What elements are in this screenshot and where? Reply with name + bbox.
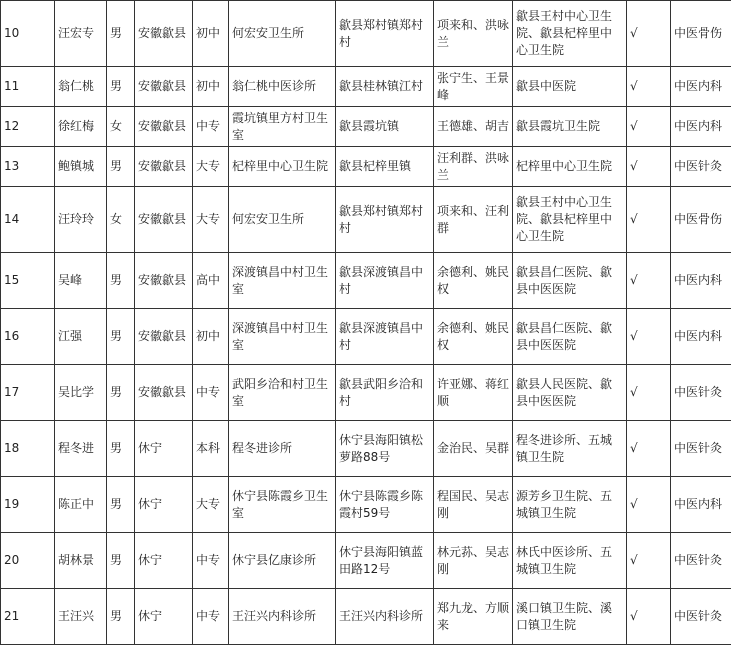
table-row	[1, 1, 731, 67]
cell-training-units: 歙县霞坑卫生院	[513, 107, 627, 147]
cell-training-units: 歙县人民医院、歙县中医医院	[513, 365, 627, 421]
cell-sex: 男	[107, 533, 135, 589]
cell-address: 歙县桂林镇江村	[336, 67, 434, 107]
table-row	[1, 67, 731, 107]
cell-address: 休宁县海阳镇蓝田路12号	[336, 533, 434, 589]
cell-education: 中专	[193, 533, 229, 589]
cell-name: 鲍镇城	[55, 147, 107, 187]
cell-check-mark: √	[627, 421, 671, 477]
cell-education: 高中	[193, 253, 229, 309]
cell-major: 中医针灸	[671, 533, 731, 589]
cell-check-mark: √	[627, 533, 671, 589]
cell-major: 中医内科	[671, 309, 731, 365]
cell-work-unit: 翁仁桃中医诊所	[229, 67, 336, 107]
table-row	[1, 533, 731, 589]
cell-number: 10	[1, 1, 55, 67]
table-row	[1, 253, 731, 309]
cell-name: 王汪兴	[55, 589, 107, 645]
cell-sex: 男	[107, 477, 135, 533]
cell-number: 14	[1, 187, 55, 253]
cell-number: 20	[1, 533, 55, 589]
cell-number: 15	[1, 253, 55, 309]
cell-sex: 男	[107, 421, 135, 477]
cell-number: 19	[1, 477, 55, 533]
cell-training-units: 歙县王村中心卫生院、歙县杞梓里中心卫生院	[513, 187, 627, 253]
cell-address: 休宁县海阳镇松萝路88号	[336, 421, 434, 477]
cell-place: 休宁	[135, 533, 193, 589]
cell-sex: 男	[107, 67, 135, 107]
cell-name: 翁仁桃	[55, 67, 107, 107]
cell-teachers: 汪利群、洪咏兰	[434, 147, 513, 187]
cell-number: 12	[1, 107, 55, 147]
cell-place: 休宁	[135, 421, 193, 477]
cell-teachers: 林元荪、吴志刚	[434, 533, 513, 589]
cell-teachers: 郑九龙、方顺来	[434, 589, 513, 645]
cell-place: 安徽歙县	[135, 107, 193, 147]
cell-teachers: 王德雄、胡吉	[434, 107, 513, 147]
table-row	[1, 147, 731, 187]
cell-place: 休宁	[135, 589, 193, 645]
cell-education: 本科	[193, 421, 229, 477]
table-body	[1, 1, 731, 645]
cell-teachers: 余德利、姚民权	[434, 253, 513, 309]
cell-work-unit: 武阳乡洽和村卫生室	[229, 365, 336, 421]
cell-education: 初中	[193, 1, 229, 67]
cell-education: 初中	[193, 309, 229, 365]
cell-work-unit: 何宏安卫生所	[229, 187, 336, 253]
cell-check-mark: √	[627, 589, 671, 645]
cell-name: 胡林景	[55, 533, 107, 589]
cell-name: 汪玲玲	[55, 187, 107, 253]
cell-name: 吴比学	[55, 365, 107, 421]
cell-number: 11	[1, 67, 55, 107]
cell-training-units: 杞梓里中心卫生院	[513, 147, 627, 187]
cell-education: 中专	[193, 589, 229, 645]
cell-address: 歙县霞坑镇	[336, 107, 434, 147]
cell-major: 中医内科	[671, 477, 731, 533]
cell-major: 中医针灸	[671, 589, 731, 645]
cell-check-mark: √	[627, 147, 671, 187]
cell-name: 陈正中	[55, 477, 107, 533]
cell-major: 中医针灸	[671, 365, 731, 421]
cell-number: 16	[1, 309, 55, 365]
cell-name: 程冬进	[55, 421, 107, 477]
cell-address: 歙县深渡镇昌中村	[336, 253, 434, 309]
cell-name: 汪宏专	[55, 1, 107, 67]
cell-training-units: 溪口镇卫生院、溪口镇卫生院	[513, 589, 627, 645]
cell-place: 安徽歙县	[135, 187, 193, 253]
cell-training-units: 歙县中医院	[513, 67, 627, 107]
cell-work-unit: 杞梓里中心卫生院	[229, 147, 336, 187]
cell-work-unit: 深渡镇昌中村卫生室	[229, 253, 336, 309]
cell-major: 中医内科	[671, 253, 731, 309]
cell-training-units: 林氏中医诊所、五城镇卫生院	[513, 533, 627, 589]
cell-major: 中医针灸	[671, 147, 731, 187]
cell-teachers: 金治民、吴群	[434, 421, 513, 477]
cell-education: 大专	[193, 187, 229, 253]
cell-number: 18	[1, 421, 55, 477]
table-row	[1, 477, 731, 533]
cell-teachers: 项来和、洪咏兰	[434, 1, 513, 67]
cell-sex: 男	[107, 147, 135, 187]
cell-education: 中专	[193, 365, 229, 421]
cell-training-units: 源芳乡卫生院、五城镇卫生院	[513, 477, 627, 533]
cell-teachers: 项来和、汪利群	[434, 187, 513, 253]
cell-work-unit: 何宏安卫生所	[229, 1, 336, 67]
table-row	[1, 421, 731, 477]
cell-teachers: 程国民、吴志刚	[434, 477, 513, 533]
cell-sex: 男	[107, 1, 135, 67]
table-row	[1, 107, 731, 147]
cell-sex: 男	[107, 253, 135, 309]
cell-major: 中医内科	[671, 67, 731, 107]
table-row	[1, 309, 731, 365]
cell-place: 安徽歙县	[135, 309, 193, 365]
cell-teachers: 余德利、姚民权	[434, 309, 513, 365]
cell-work-unit: 程冬进诊所	[229, 421, 336, 477]
cell-address: 歙县郑村镇郑村村	[336, 1, 434, 67]
cell-major: 中医针灸	[671, 421, 731, 477]
cell-work-unit: 王汪兴内科诊所	[229, 589, 336, 645]
cell-training-units: 程冬进诊所、五城镇卫生院	[513, 421, 627, 477]
cell-check-mark: √	[627, 67, 671, 107]
cell-check-mark: √	[627, 187, 671, 253]
cell-address: 歙县杞梓里镇	[336, 147, 434, 187]
cell-education: 大专	[193, 147, 229, 187]
cell-major: 中医内科	[671, 107, 731, 147]
cell-name: 江强	[55, 309, 107, 365]
cell-address: 歙县深渡镇昌中村	[336, 309, 434, 365]
cell-sex: 女	[107, 107, 135, 147]
cell-training-units: 歙县昌仁医院、歙县中医医院	[513, 253, 627, 309]
cell-number: 13	[1, 147, 55, 187]
cell-work-unit: 休宁县陈霞乡卫生室	[229, 477, 336, 533]
cell-check-mark: √	[627, 253, 671, 309]
cell-number: 21	[1, 589, 55, 645]
cell-address: 王汪兴内科诊所	[336, 589, 434, 645]
cell-education: 大专	[193, 477, 229, 533]
cell-check-mark: √	[627, 107, 671, 147]
cell-check-mark: √	[627, 365, 671, 421]
cell-place: 安徽歙县	[135, 365, 193, 421]
cell-name: 徐红梅	[55, 107, 107, 147]
cell-sex: 男	[107, 309, 135, 365]
table-row	[1, 365, 731, 421]
cell-major: 中医骨伤	[671, 187, 731, 253]
cell-education: 初中	[193, 67, 229, 107]
cell-check-mark: √	[627, 309, 671, 365]
cell-major: 中医骨伤	[671, 1, 731, 67]
cell-teachers: 张宁生、王景峰	[434, 67, 513, 107]
cell-sex: 男	[107, 589, 135, 645]
cell-place: 安徽歙县	[135, 253, 193, 309]
cell-education: 中专	[193, 107, 229, 147]
table-row	[1, 187, 731, 253]
cell-address: 休宁县陈霞乡陈霞村59号	[336, 477, 434, 533]
cell-address: 歙县武阳乡洽和村	[336, 365, 434, 421]
cell-place: 安徽歙县	[135, 147, 193, 187]
cell-check-mark: √	[627, 477, 671, 533]
cell-sex: 女	[107, 187, 135, 253]
cell-place: 安徽歙县	[135, 67, 193, 107]
cell-work-unit: 休宁县亿康诊所	[229, 533, 336, 589]
cell-check-mark: √	[627, 1, 671, 67]
cell-training-units: 歙县王村中心卫生院、歙县杞梓里中心卫生院	[513, 1, 627, 67]
cell-sex: 男	[107, 365, 135, 421]
cell-address: 歙县郑村镇郑村村	[336, 187, 434, 253]
cell-work-unit: 深渡镇昌中村卫生室	[229, 309, 336, 365]
cell-training-units: 歙县昌仁医院、歙县中医医院	[513, 309, 627, 365]
cell-place: 休宁	[135, 477, 193, 533]
cell-work-unit: 霞坑镇里方村卫生室	[229, 107, 336, 147]
cell-number: 17	[1, 365, 55, 421]
cell-place: 安徽歙县	[135, 1, 193, 67]
cell-name: 吴峰	[55, 253, 107, 309]
cell-teachers: 许亚娜、蒋红顺	[434, 365, 513, 421]
table-row	[1, 589, 731, 645]
